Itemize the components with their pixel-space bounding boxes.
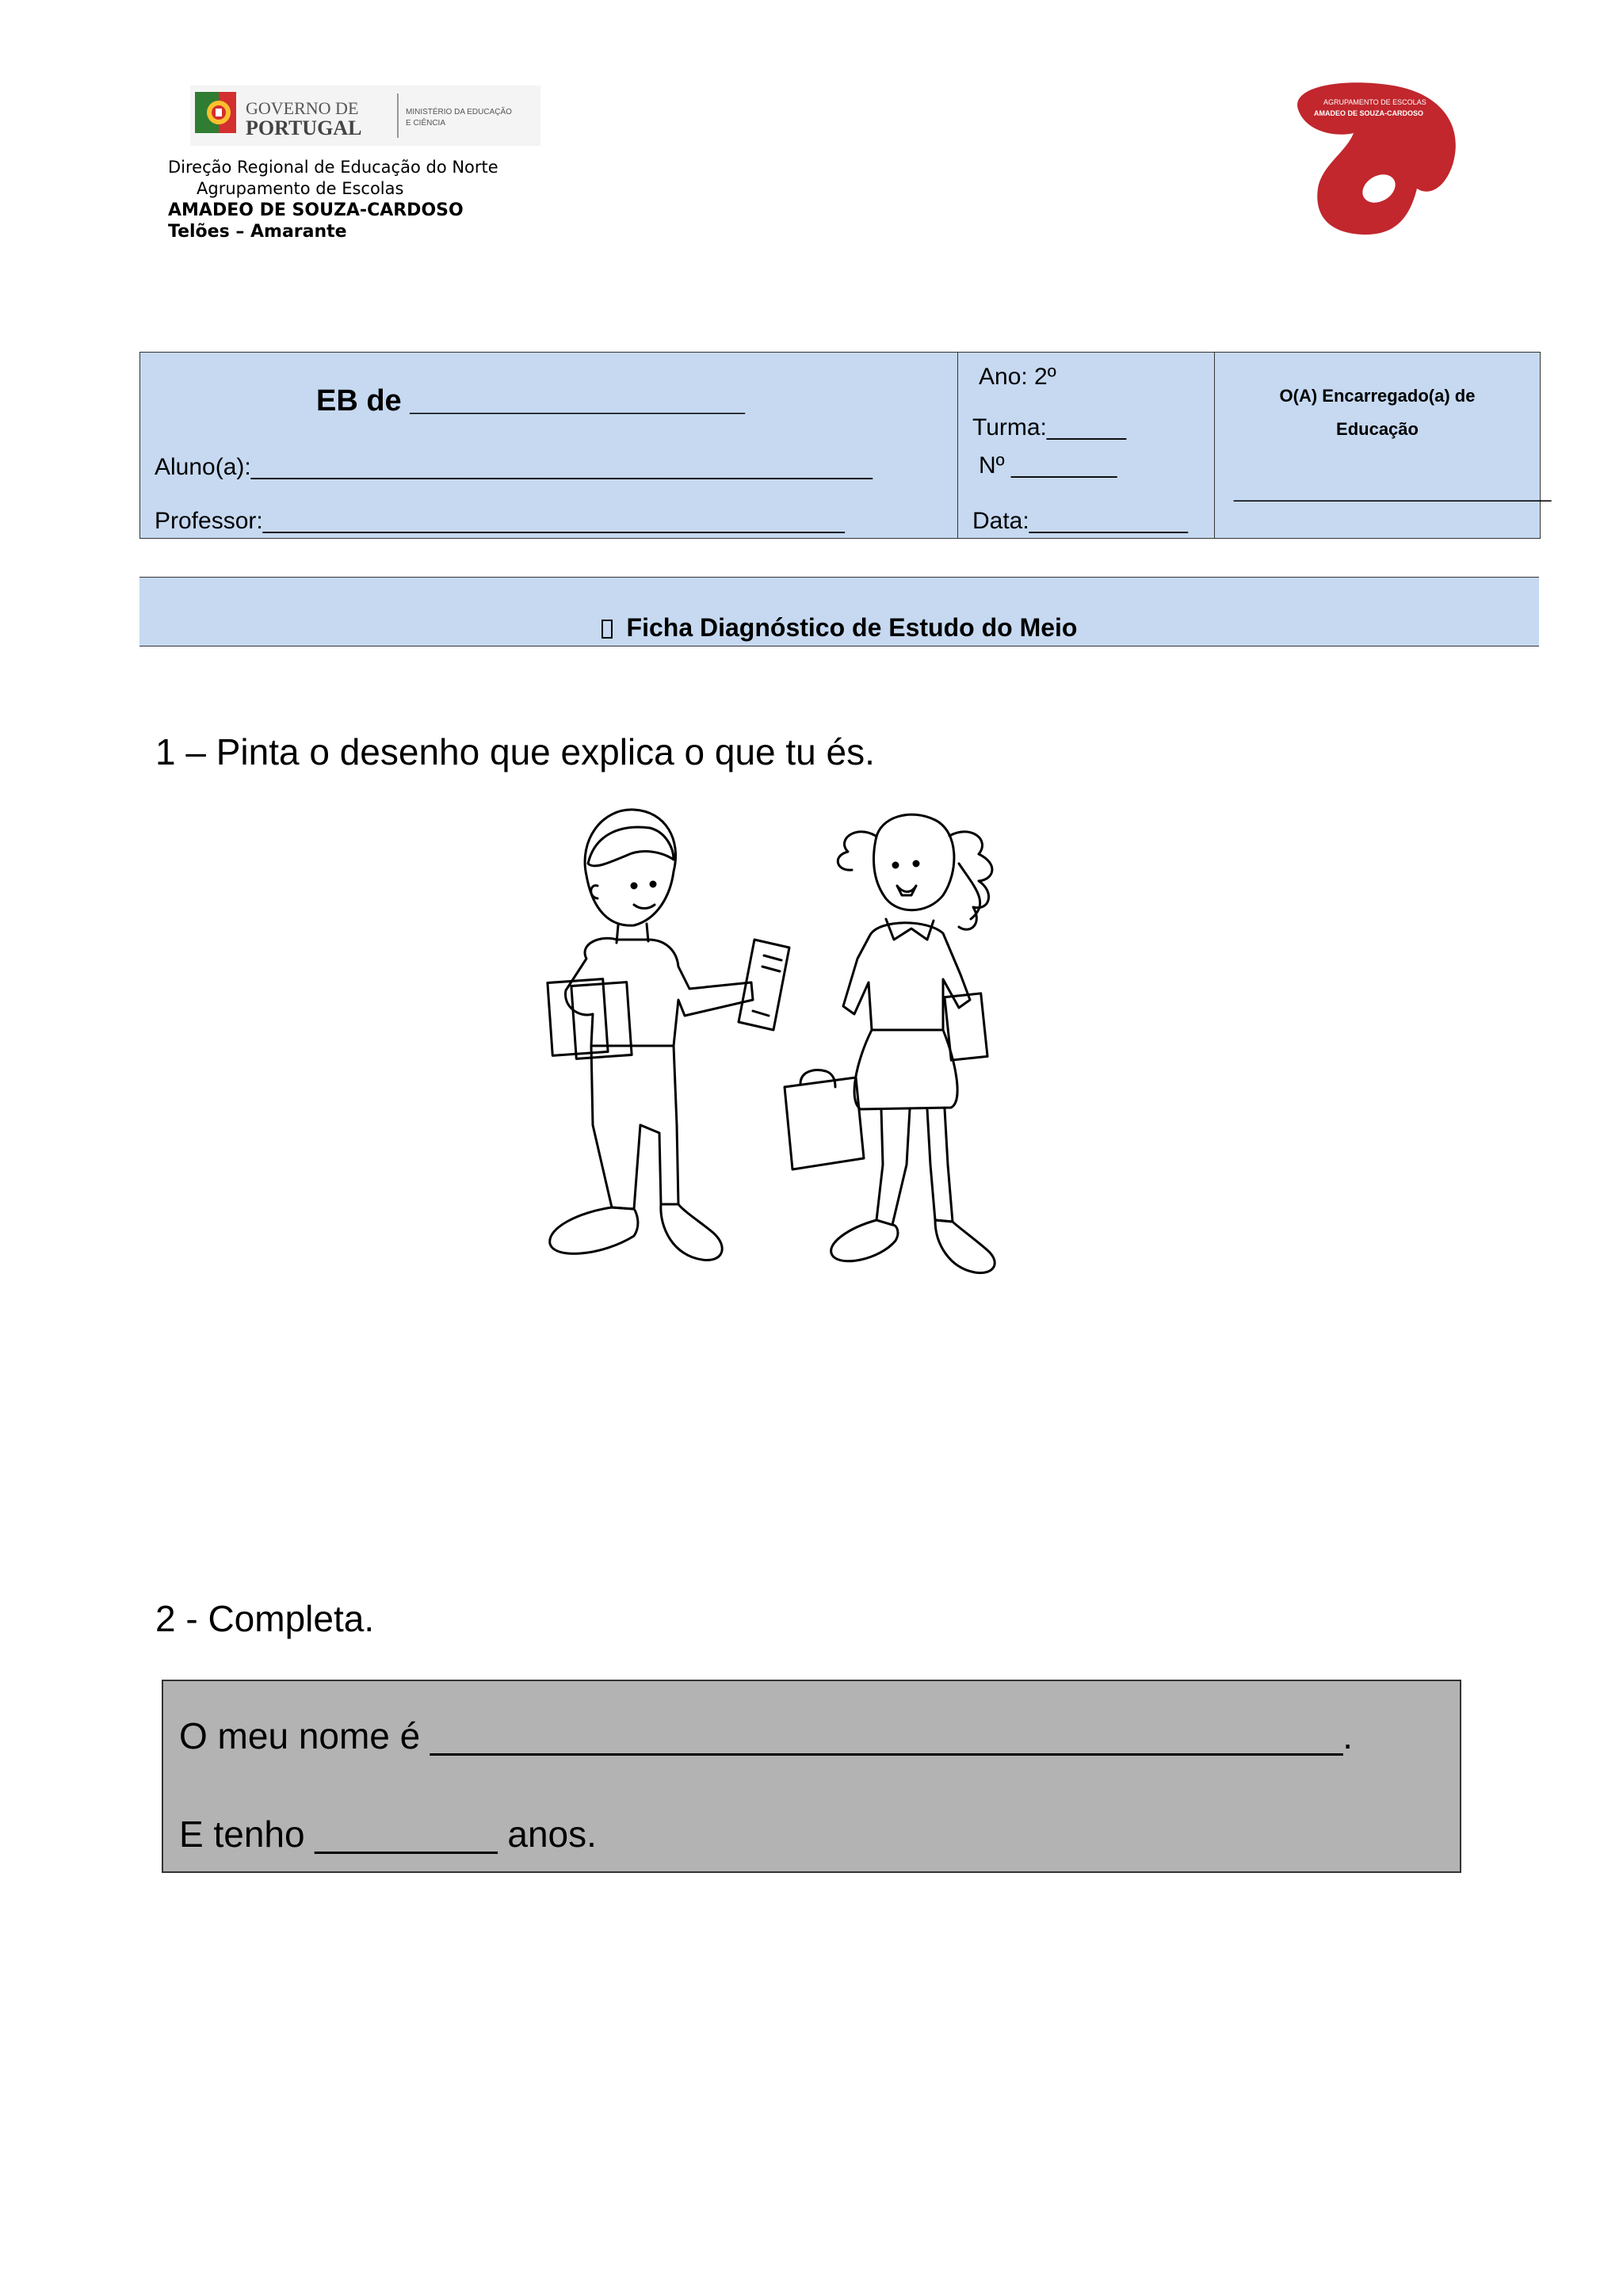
encarregado-label: O(A) Encarregado(a) de Educação (1279, 386, 1476, 439)
school-location: Telões – Amarante (168, 222, 347, 242)
professor-field[interactable]: Professor:____________________________________________ (155, 508, 845, 534)
question-1: 1 – Pinta o desenho que explica o que tu és. (155, 731, 875, 772)
student-cell (140, 353, 958, 538)
school-address (168, 157, 498, 242)
svg-text:GOVERNO DE: GOVERNO DE (246, 98, 359, 118)
completion-box (162, 1680, 1461, 1873)
agrupamento-school-logo (1282, 78, 1461, 236)
turma-field[interactable]: Turma:______ (972, 414, 1127, 441)
boy-drawing (548, 810, 789, 1261)
svg-text:AMADEO DE SOUZA-CARDOSO: AMADEO DE SOUZA-CARDOSO (1314, 109, 1424, 117)
numero-field[interactable]: Nº ________ (979, 452, 1117, 479)
svg-text:MINISTÉRIO DA EDUCAÇÃO: MINISTÉRIO DA EDUCAÇÃO (406, 108, 512, 116)
student-info-table (139, 352, 1552, 539)
school-name: AMADEO DE SOUZA-CARDOSO (168, 200, 464, 220)
ano-field: Ano: 2º (979, 364, 1056, 390)
agrupamento-label: Agrupamento de Escolas (197, 179, 404, 198)
svg-text:AGRUPAMENTO DE ESCOLAS: AGRUPAMENTO DE ESCOLAS (1323, 98, 1426, 106)
children-illustration[interactable] (515, 792, 1038, 1299)
title-band (139, 577, 1539, 646)
aluno-field[interactable]: Aluno(a):_______________________________________________ (155, 454, 873, 480)
eb-field[interactable]: EB de ____________________ (316, 384, 745, 418)
age-fill-line[interactable]: E tenho _________ anos. (179, 1814, 597, 1855)
portugal-emblem-icon (195, 92, 236, 133)
data-field[interactable]: Data:____________ (972, 508, 1188, 534)
svg-text:PORTUGAL: PORTUGAL (246, 116, 362, 139)
direcao-regional: Direção Regional de Educação do Norte (168, 158, 498, 177)
svg-text:E CIÊNCIA: E CIÊNCIA (406, 119, 446, 128)
governo-de-portugal-logo (190, 86, 540, 146)
name-fill-line[interactable]: O meu nome é _____________________________________________. (179, 1715, 1354, 1756)
question-2: 2 - Completa. (155, 1598, 375, 1639)
worksheet-title: Ficha Diagnóstico de Estudo do Meio (139, 613, 1539, 643)
encarregado-signature-line[interactable]: ______________________________ (1234, 481, 1552, 502)
missing-glyph-icon (601, 620, 613, 639)
girl-drawing (785, 814, 995, 1273)
encarregado-cell (1215, 353, 1552, 538)
class-cell (958, 353, 1215, 538)
